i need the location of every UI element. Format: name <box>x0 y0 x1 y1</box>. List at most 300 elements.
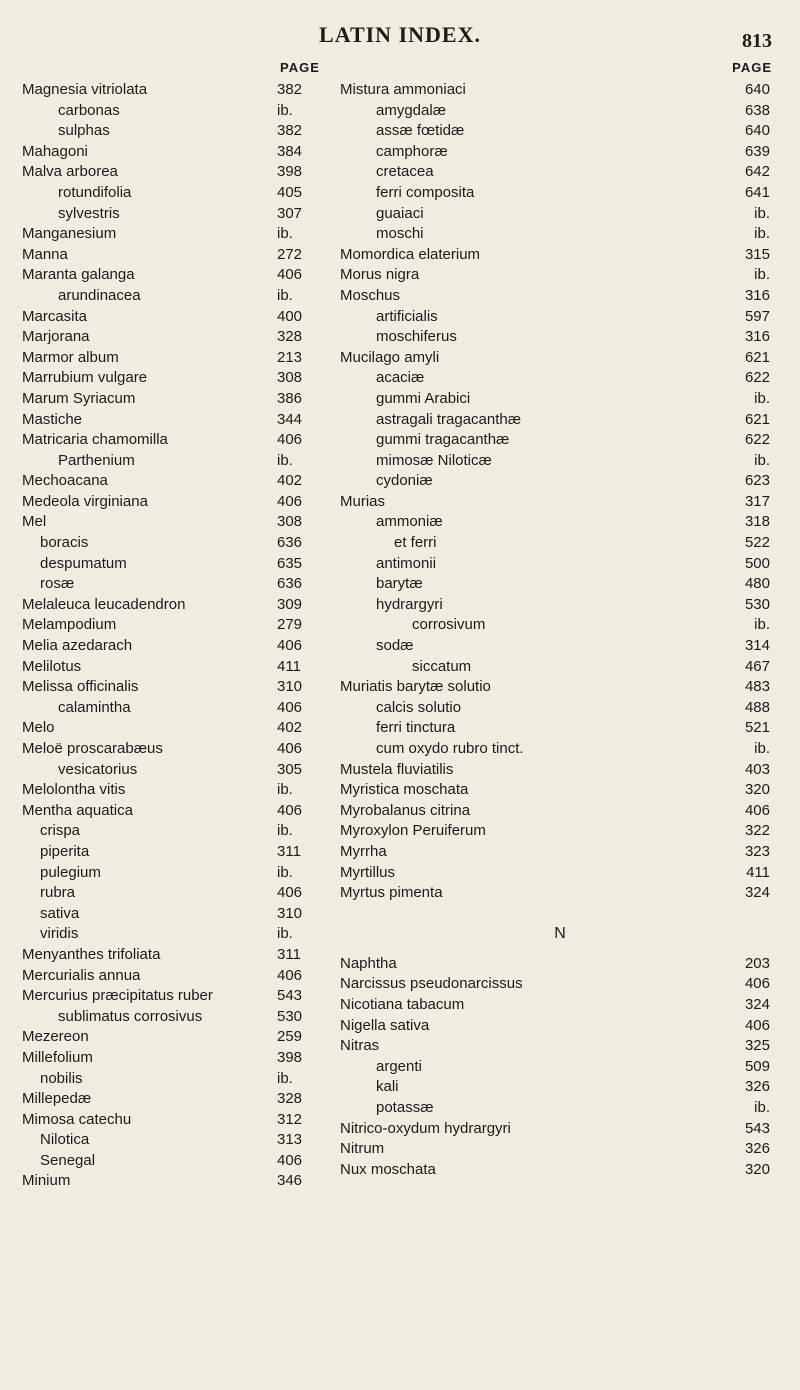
entry-name: moschi <box>376 225 424 243</box>
index-entry <box>22 1151 332 1172</box>
index-entry <box>22 368 332 389</box>
index-entry <box>340 1119 780 1140</box>
entry-name: Mucilago amyli <box>340 348 440 366</box>
entry-page: 310 <box>277 678 303 696</box>
index-entry <box>340 451 780 472</box>
index-entry <box>22 636 332 657</box>
left-index-column <box>22 60 332 1192</box>
entry-page: ib. <box>277 1069 293 1087</box>
index-entry <box>22 142 332 163</box>
index-entry <box>340 718 780 739</box>
index-entry <box>340 183 780 204</box>
entry-page: 324 <box>744 884 770 902</box>
entry-name: Millefolium <box>22 1048 93 1066</box>
index-entry <box>22 451 332 472</box>
index-entry <box>22 183 332 204</box>
entry-name: sativa <box>40 904 80 922</box>
entry-page: 279 <box>277 616 303 634</box>
entry-page: 310 <box>277 904 303 922</box>
entry-page: ib. <box>754 451 770 469</box>
entry-page: ib. <box>754 616 770 634</box>
entry-name: rosæ <box>40 575 75 593</box>
entry-name: Narcissus pseudonarcissus <box>340 975 523 993</box>
entry-page: 639 <box>744 142 770 160</box>
entry-name: siccatum <box>412 657 472 675</box>
entry-name: Momordica elaterium <box>340 245 481 263</box>
entry-page: 641 <box>744 183 770 201</box>
index-entry <box>22 1110 332 1131</box>
entry-name: Marjorana <box>22 328 90 346</box>
index-entry <box>340 821 780 842</box>
index-entry <box>340 1160 780 1181</box>
right-index-column <box>340 60 780 1180</box>
entry-name: Maranta galanga <box>22 266 135 284</box>
entry-name: Melissa officinalis <box>22 678 139 696</box>
entry-page: 259 <box>277 1028 303 1046</box>
index-entry <box>22 410 332 431</box>
index-entry <box>340 245 780 266</box>
page-column-header: PAGE <box>732 60 772 75</box>
entry-name: Mahagoni <box>22 142 88 160</box>
entry-page: 500 <box>744 554 770 572</box>
index-entry <box>22 677 332 698</box>
entry-page: 322 <box>744 822 770 840</box>
entry-page: 320 <box>744 781 770 799</box>
entry-page: 305 <box>277 760 303 778</box>
entry-page: 314 <box>744 637 770 655</box>
entry-name: gummi tragacanthæ <box>376 431 510 449</box>
entry-page: 406 <box>277 801 303 819</box>
index-entry <box>22 265 332 286</box>
entry-page: 406 <box>277 492 303 510</box>
entry-name: ferri composita <box>376 183 475 201</box>
entry-page: 320 <box>744 1160 770 1178</box>
index-entry <box>22 533 332 554</box>
entry-name: Moschus <box>340 286 401 304</box>
entry-page: 406 <box>277 966 303 984</box>
index-entry <box>22 1089 332 1110</box>
index-entry <box>340 512 780 533</box>
entry-page: 386 <box>277 389 303 407</box>
entry-name: crispa <box>40 822 81 840</box>
index-entry <box>340 698 780 719</box>
entry-name: Magnesia vitriolata <box>22 81 148 98</box>
index-entry <box>22 945 332 966</box>
entry-page: 636 <box>277 575 303 593</box>
entry-name: Melampodium <box>22 616 117 634</box>
index-entry <box>340 80 780 101</box>
entry-page: 622 <box>744 369 770 387</box>
index-entry <box>22 801 332 822</box>
section-letter: N <box>554 924 566 942</box>
entry-page: 411 <box>277 657 301 675</box>
entry-page: ib. <box>277 781 293 799</box>
entry-name: hydrargyri <box>376 595 443 613</box>
entry-name: sodæ <box>376 637 414 655</box>
entry-page: 403 <box>744 760 770 778</box>
entry-page: 315 <box>744 245 770 263</box>
entry-name: Nitras <box>340 1037 380 1055</box>
entry-name: Medeola virginiana <box>22 492 148 510</box>
index-entry <box>340 224 780 245</box>
entry-page: 543 <box>744 1119 770 1137</box>
index-entry <box>340 636 780 657</box>
index-entry <box>340 595 780 616</box>
index-entry <box>340 204 780 225</box>
index-entry <box>22 986 332 1007</box>
index-entry <box>340 121 780 142</box>
entry-name: Melia azedarach <box>22 637 133 655</box>
entry-name: Menyanthes trifoliata <box>22 945 161 963</box>
index-entry <box>340 801 780 822</box>
entry-page: 642 <box>744 163 770 181</box>
index-entry <box>22 698 332 719</box>
entry-name: Minium <box>22 1172 71 1190</box>
entry-name: potassæ <box>376 1098 434 1116</box>
entry-page: 346 <box>277 1172 303 1190</box>
index-entry <box>340 780 780 801</box>
entry-name: Nigella sativa <box>340 1016 430 1034</box>
right-entry-list-n <box>340 954 780 1181</box>
entry-page: ib. <box>277 822 293 840</box>
entry-page: 623 <box>744 472 770 490</box>
entry-page: 483 <box>744 678 770 696</box>
index-entry <box>340 677 780 698</box>
entry-name: camphoræ <box>376 142 448 160</box>
entry-name: vesicatorius <box>58 760 138 778</box>
entry-page: 311 <box>277 945 301 963</box>
index-entry <box>22 80 332 101</box>
entry-page: 521 <box>744 719 770 737</box>
entry-page: 203 <box>744 954 770 972</box>
entry-name: Melo <box>22 719 55 737</box>
index-entry <box>340 307 780 328</box>
index-entry <box>22 162 332 183</box>
entry-name: barytæ <box>376 575 423 593</box>
index-entry <box>340 430 780 451</box>
entry-name: Mercurius præcipitatus ruber <box>22 987 213 1005</box>
index-entry <box>22 904 332 925</box>
entry-page: 328 <box>277 1090 303 1108</box>
entry-name: Melolontha vitis <box>22 781 126 799</box>
entry-name: guaiaci <box>376 204 424 222</box>
entry-name: Marum Syriacum <box>22 389 136 407</box>
entry-page: 509 <box>744 1057 770 1075</box>
entry-page: 621 <box>744 348 770 366</box>
entry-name: Mel <box>22 513 47 531</box>
index-entry <box>22 512 332 533</box>
entry-page: 382 <box>277 81 303 98</box>
entry-page: 406 <box>277 266 303 284</box>
index-entry <box>22 657 332 678</box>
entry-name: sulphas <box>58 122 110 140</box>
index-entry <box>22 224 332 245</box>
index-entry <box>340 142 780 163</box>
index-entry <box>340 348 780 369</box>
entry-page: ib. <box>277 225 293 243</box>
entry-name: sublimatus corrosivus <box>58 1007 203 1025</box>
entry-page: 384 <box>277 142 303 160</box>
entry-page: 406 <box>277 740 303 757</box>
entry-page: 326 <box>744 1140 770 1158</box>
entry-page: 307 <box>277 204 303 222</box>
index-entry <box>340 1016 780 1037</box>
entry-page: 323 <box>744 842 770 860</box>
entry-name: acaciæ <box>376 369 425 387</box>
entry-page: 522 <box>744 534 770 552</box>
index-entry <box>22 286 332 307</box>
entry-name: ammoniæ <box>376 513 443 531</box>
entry-name: Manganesium <box>22 225 117 243</box>
index-entry <box>22 1007 332 1028</box>
entry-name: corrosivum <box>412 616 486 634</box>
entry-name: nobilis <box>40 1069 83 1087</box>
index-entry <box>22 739 332 760</box>
entry-name: Meloë proscarabæus <box>22 740 163 757</box>
entry-page: 318 <box>744 513 770 531</box>
entry-page: ib. <box>277 925 293 943</box>
entry-page: 635 <box>277 554 303 572</box>
index-entry <box>22 1027 332 1048</box>
entry-page: 328 <box>277 328 303 346</box>
entry-name: moschiferus <box>376 328 457 346</box>
entry-page: 406 <box>277 637 303 655</box>
index-entry <box>22 780 332 801</box>
index-entry <box>22 615 332 636</box>
entry-name: Melilotus <box>22 657 82 675</box>
index-entry <box>22 718 332 739</box>
entry-name: Melaleuca leucadendron <box>22 595 186 613</box>
index-entry <box>22 595 332 616</box>
index-entry <box>340 533 780 554</box>
entry-page: 309 <box>277 595 303 613</box>
index-entry <box>340 574 780 595</box>
entry-name: Marmor album <box>22 348 119 366</box>
entry-page: 325 <box>744 1037 770 1055</box>
entry-name: pulegium <box>40 863 101 881</box>
entry-name: artificialis <box>376 307 438 325</box>
entry-name: Mastiche <box>22 410 83 428</box>
entry-name: cum oxydo rubro tinct. <box>376 740 524 757</box>
entry-page: ib. <box>754 204 770 222</box>
entry-name: Nicotiana tabacum <box>340 995 465 1013</box>
entry-name: Mistura ammoniaci <box>340 81 466 98</box>
entry-page: 480 <box>744 575 770 593</box>
entry-page: 402 <box>277 472 303 490</box>
entry-page: ib. <box>277 286 293 304</box>
entry-page: 488 <box>744 698 770 716</box>
index-entry <box>340 162 780 183</box>
index-entry <box>340 954 780 975</box>
entry-page: 622 <box>744 431 770 449</box>
entry-name: rubra <box>40 884 76 902</box>
entry-page: 344 <box>277 410 303 428</box>
entry-page: ib. <box>754 225 770 243</box>
entry-page: 640 <box>744 122 770 140</box>
entry-page: 406 <box>277 1151 303 1169</box>
index-entry <box>340 471 780 492</box>
entry-page: 316 <box>744 328 770 346</box>
index-entry <box>22 883 332 904</box>
entry-name: ferri tinctura <box>376 719 456 737</box>
entry-name: calcis solutio <box>376 698 462 716</box>
index-entry <box>22 430 332 451</box>
entry-name: Myrrha <box>340 842 387 860</box>
page-column-header: PAGE <box>280 60 320 75</box>
index-entry <box>22 966 332 987</box>
entry-page: 398 <box>277 1048 303 1066</box>
entry-page: 406 <box>744 975 770 993</box>
entry-name: Millepedæ <box>22 1090 92 1108</box>
entry-page: ib. <box>754 389 770 407</box>
entry-page: 317 <box>744 492 770 510</box>
entry-page: 308 <box>277 369 303 387</box>
entry-name: cydoniæ <box>376 472 433 490</box>
index-entry <box>340 974 780 995</box>
entry-page: 597 <box>744 307 770 325</box>
index-entry <box>22 492 332 513</box>
entry-page: ib. <box>754 1098 770 1116</box>
entry-name: astragali tragacanthæ <box>376 410 522 428</box>
index-entry <box>340 863 780 884</box>
entry-page: 326 <box>744 1078 770 1096</box>
entry-page: 398 <box>277 163 303 181</box>
entry-page: 312 <box>277 1110 303 1128</box>
entry-page: 543 <box>277 987 303 1005</box>
index-entry <box>340 1057 780 1078</box>
index-entry <box>22 245 332 266</box>
index-entry <box>22 1130 332 1151</box>
index-entry <box>340 492 780 513</box>
entry-name: boracis <box>40 534 89 552</box>
entry-name: Myroxylon Peruiferum <box>340 822 486 840</box>
entry-name: Mentha aquatica <box>22 801 133 819</box>
entry-page: 400 <box>277 307 303 325</box>
entry-page: 406 <box>744 1016 770 1034</box>
entry-page: 406 <box>277 884 303 902</box>
entry-name: Nux moschata <box>340 1160 436 1178</box>
entry-name: Muriatis barytæ solutio <box>340 678 491 696</box>
index-entry <box>22 1171 332 1192</box>
index-entry <box>22 554 332 575</box>
index-entry <box>22 101 332 122</box>
entry-page: 311 <box>277 842 301 860</box>
entry-page: 324 <box>744 995 770 1013</box>
index-entry <box>340 389 780 410</box>
index-entry <box>22 307 332 328</box>
index-entry <box>340 883 780 904</box>
entry-name: Nilotica <box>40 1131 90 1149</box>
entry-name: Myrtus pimenta <box>340 884 443 902</box>
index-entry <box>340 101 780 122</box>
entry-page: 406 <box>277 698 303 716</box>
right-entry-list <box>340 80 780 904</box>
entry-name: Malva arborea <box>22 163 118 181</box>
index-entry <box>340 1077 780 1098</box>
entry-name: assæ fœtidæ <box>376 122 465 140</box>
page-title: LATIN INDEX. <box>319 22 481 47</box>
entry-name: Murias <box>340 492 386 510</box>
entry-name: Mechoacana <box>22 472 108 490</box>
entry-name: Senegal <box>40 1151 96 1169</box>
index-entry <box>340 615 780 636</box>
index-entry <box>22 471 332 492</box>
entry-page: 213 <box>277 348 303 366</box>
entry-page: ib. <box>277 863 293 881</box>
entry-page: 530 <box>744 595 770 613</box>
index-entry <box>340 410 780 431</box>
index-entry <box>22 1048 332 1069</box>
index-entry <box>340 368 780 389</box>
entry-name: calamintha <box>58 698 131 716</box>
entry-page: 402 <box>277 719 303 737</box>
entry-name: Matricaria chamomilla <box>22 431 168 449</box>
entry-name: Nitrico-oxydum hydrargyri <box>340 1119 511 1137</box>
entry-name: argenti <box>376 1057 422 1075</box>
entry-name: rotundifolia <box>58 183 132 201</box>
index-entry <box>340 265 780 286</box>
entry-name: Mercurialis annua <box>22 966 141 984</box>
entry-page: 406 <box>277 431 303 449</box>
entry-name: despumatum <box>40 554 127 572</box>
entry-name: Morus nigra <box>340 266 420 284</box>
index-entry <box>22 924 332 945</box>
entry-name: cretacea <box>376 163 434 181</box>
index-entry <box>22 348 332 369</box>
entry-name: Mustela fluviatilis <box>340 760 454 778</box>
entry-name: arundinacea <box>58 286 141 304</box>
entry-name: Myrtillus <box>340 863 395 881</box>
entry-name: Marcasita <box>22 307 88 325</box>
index-entry <box>22 327 332 348</box>
index-entry <box>22 1069 332 1090</box>
entry-name: Marrubium vulgare <box>22 369 148 387</box>
index-entry <box>340 995 780 1016</box>
entry-name: Nitrum <box>340 1140 385 1158</box>
index-entry <box>22 204 332 225</box>
entry-page: 316 <box>744 286 770 304</box>
entry-page: 406 <box>744 801 770 819</box>
index-entry <box>22 821 332 842</box>
entry-page: ib. <box>754 266 770 284</box>
entry-page: 313 <box>277 1131 303 1149</box>
index-entry <box>340 327 780 348</box>
index-entry <box>22 863 332 884</box>
entry-page: 382 <box>277 122 303 140</box>
entry-page: ib. <box>754 740 770 757</box>
entry-name: et ferri <box>394 534 437 552</box>
entry-name: Myrobalanus citrina <box>340 801 471 819</box>
entry-page: 467 <box>744 657 770 675</box>
entry-name: carbonas <box>58 101 120 119</box>
left-entry-list <box>22 80 332 1192</box>
entry-page: 530 <box>277 1007 303 1025</box>
entry-name: Manna <box>22 245 68 263</box>
index-entry <box>22 842 332 863</box>
entry-page: ib. <box>277 451 293 469</box>
entry-name: piperita <box>40 842 90 860</box>
entry-page: 272 <box>277 245 303 263</box>
index-entry <box>340 657 780 678</box>
index-entry <box>340 760 780 781</box>
entry-page: 640 <box>744 81 770 98</box>
page-number: 813 <box>742 30 772 52</box>
entry-page: 405 <box>277 183 303 201</box>
index-entry <box>340 739 780 760</box>
index-entry <box>340 1139 780 1160</box>
index-entry <box>340 1036 780 1057</box>
entry-page: ib. <box>277 101 293 119</box>
